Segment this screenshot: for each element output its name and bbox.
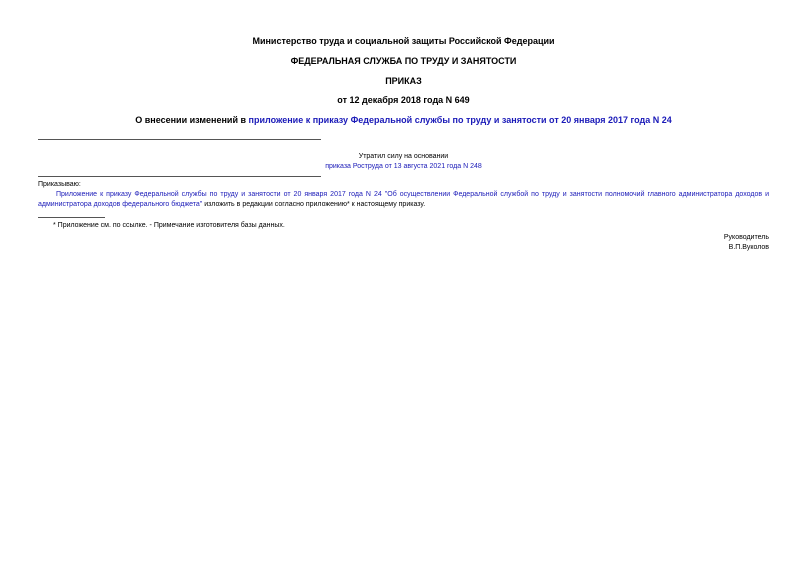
- subject-prefix: О внесении изменений в: [135, 115, 249, 125]
- paragraph-link[interactable]: Приложение к приказу Федеральной службы по труду и занятости от 20 января 2017 года N 24 "Об осуществлении Федеральной службой по труду и занятости полномочий главного администратора доходов и администратора доходов федерального бюджета": [38, 191, 769, 208]
- signature-title: Руководитель: [723, 234, 769, 241]
- document-subject: [0, 115, 807, 125]
- separator-bottom: [38, 176, 321, 177]
- paragraph-rest: изложить в редакции согласно приложению* к настоящему приказу.: [202, 201, 426, 208]
- document-type-heading: ПРИКАЗ: [385, 76, 422, 86]
- signature-name: В.П.Вуколов: [728, 244, 769, 251]
- ministry-heading: Министерство труда и социальной защиты Российской Федерации: [252, 36, 555, 46]
- footnote-separator: [38, 217, 105, 218]
- footnote-text: * Приложение см. по ссылке. - Примечание изготовителя базы данных.: [53, 222, 285, 229]
- order-word: Приказываю:: [38, 181, 81, 188]
- order-paragraph: [38, 190, 769, 210]
- date-number-heading: от 12 декабря 2018 года N 649: [337, 95, 470, 105]
- status-link[interactable]: приказа Роструда от 13 августа 2021 года N 248: [325, 163, 482, 170]
- status-note: Утратил силу на основании: [358, 153, 449, 160]
- separator-top: [38, 139, 321, 140]
- service-heading: ФЕДЕРАЛЬНАЯ СЛУЖБА ПО ТРУДУ И ЗАНЯТОСТИ: [290, 56, 517, 66]
- subject-link[interactable]: приложение к приказу Федеральной службы по труду и занятости от 20 января 2017 года N 24: [248, 115, 672, 125]
